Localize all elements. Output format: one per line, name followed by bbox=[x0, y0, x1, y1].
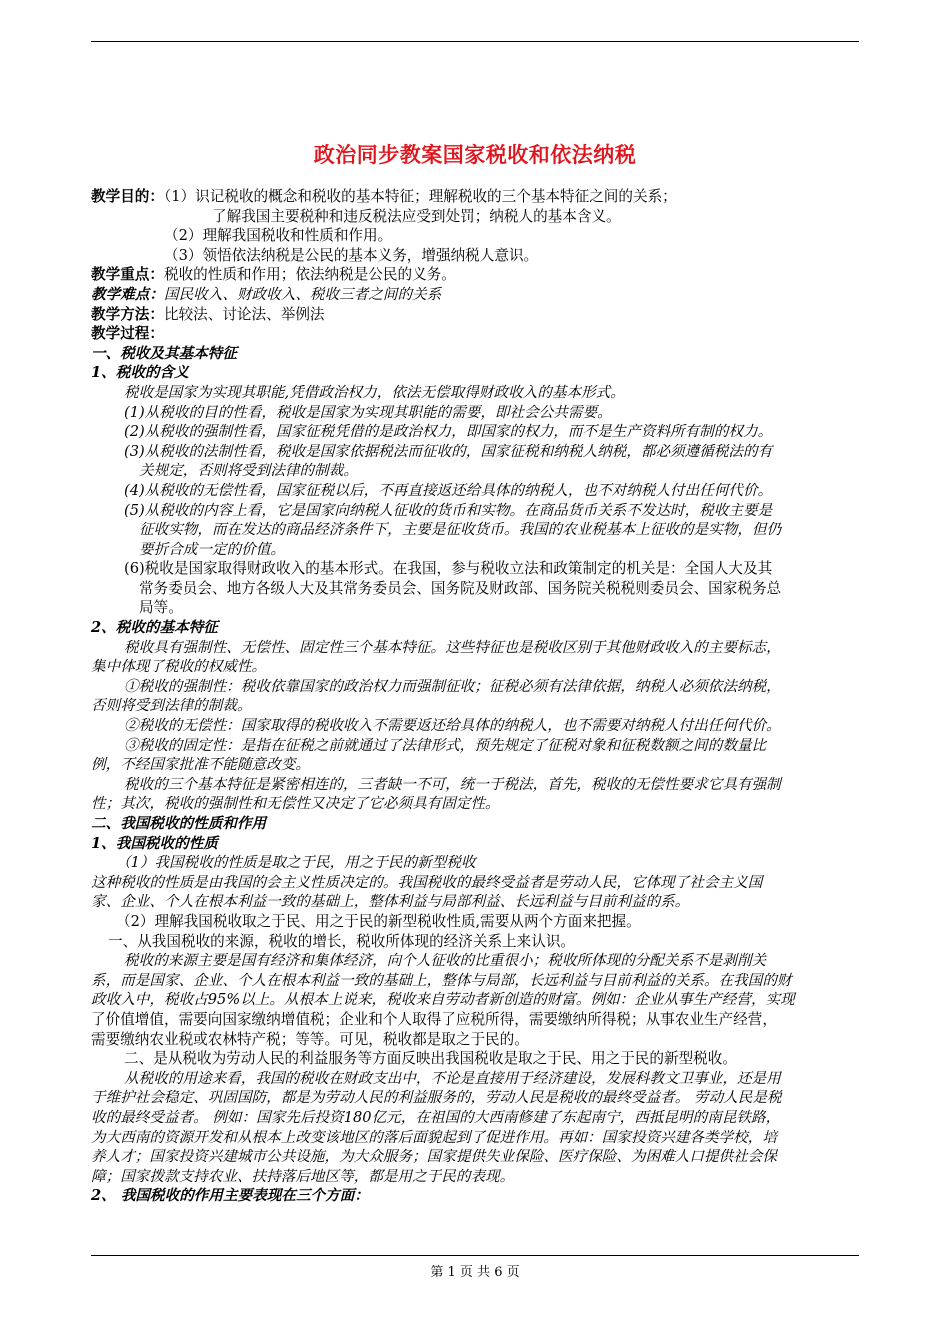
text-line bbox=[91, 305, 861, 325]
field-value: 国民收入、财政收入、税收三者之间的关系 bbox=[163, 285, 442, 303]
field-value: （1）识记税收的概念和税收的基本特征；理解税收的三个基本特征之间的关系； bbox=[163, 188, 677, 205]
text-line: 政收入中，税收占95%以上。从根本上说来，税收来自劳动者新创造的财富。例如：企业从事生产经营，实现 bbox=[91, 991, 795, 1009]
text-line: (1)从税收的目的性看，税收是国家为实现其职能的需要，即社会公共需要。 bbox=[124, 403, 612, 421]
text-line: 常务委员会、地方各级人大及其常务委员会、国务院及财政部、国务院关税税则委员会、国家税务总 bbox=[139, 579, 782, 597]
text-line: 为大西南的资源开发和从根本上改变该地区的落后面貌起到了促进作用。再如：国家投资兴建各类学校，培 bbox=[91, 1128, 777, 1146]
text-line: 这种税收的性质是由我国的会主义性质决定的。我国税收的最终受益者是劳动人民，它体现了社会主义国 bbox=[91, 873, 763, 891]
text-line: (5)从税收的内容上看，它是国家向纳税人征收的货币和实物。在商品货币关系不发达时，税收主要是 bbox=[124, 501, 773, 519]
text-line: 了解我国主要税种和违反税法应受到处罚；纳税人的基本含义。 bbox=[212, 207, 621, 225]
text-line: 收的最终受益者。 例如：国家先后投资180亿元，在祖国的大西南修建了东起南宁，西抵昆明的南昆铁路， bbox=[91, 1108, 781, 1126]
text-line: 教学过程： bbox=[91, 325, 164, 343]
text-line: ①税收的强制性：税收依靠国家的政治权力而强制征收；征税必须有法律依据，纳税人必须依法纳税， bbox=[124, 677, 781, 695]
text-line: 税收是国家为实现其职能,凭借政治权力，依法无偿取得财政收入的基本形式。 bbox=[124, 383, 625, 401]
text-line: 1、税收的含义 bbox=[91, 364, 189, 382]
text-line bbox=[91, 285, 861, 305]
text-line: 二、我国税收的性质和作用 bbox=[91, 815, 267, 832]
text-line: 系，而是国家、企业、个人在根本利益一致的基础上，整体与局部，长远利益与目前利益的关系。在我国的财 bbox=[91, 971, 792, 989]
text-line: (4)从税收的无偿性看，国家征税以后，不再直接返还给具体的纳税人，也不对纳税人付出任何代价。 bbox=[124, 481, 773, 499]
field-label: 教学目的： bbox=[91, 188, 164, 205]
text-line: (2)从税收的强制性看，国家征税凭借的是政治权力，即国家的权力，而不是生产资料所有制的权力。 bbox=[124, 423, 773, 441]
text-line: 需要缴纳农业税或农林特产税；等等。可见，税收都是取之于民的。 bbox=[91, 1030, 529, 1048]
text-line: 税收的来源主要是国有经济和集体经济，向个人征收的比重很小；税收所体现的分配关系不是剥削关 bbox=[124, 952, 767, 970]
text-line: ②税收的无偿性：国家取得的税收收入不需要返还给具体的纳税人，也不需要对纳税人付出任何代价。 bbox=[124, 717, 781, 735]
field-value: 比较法、讨论法、举例法 bbox=[163, 305, 325, 323]
text-line: 从税收的用途来看，我国的税收在财政支出中，不论是直接用于经济建设，发展科教文卫事业，还是用 bbox=[124, 1069, 781, 1087]
text-line: 否则将受到法律的制裁。 bbox=[91, 697, 252, 715]
text-line: （2）理解我国税收和性质和作用。 bbox=[164, 227, 393, 245]
text-line: （3）领悟依法纳税是公民的基本义务，增强纳税人意识。 bbox=[164, 246, 539, 264]
footer-rule bbox=[91, 1255, 859, 1256]
text-line: （2）理解我国税收取之于民、用之于民的新型税收性质,需要从两个方面来把握。 bbox=[116, 912, 641, 930]
text-line: ③税收的固定性：是指在征税之前就通过了法律形式，预先规定了征税对象和征税数额之间的数量比 bbox=[124, 736, 767, 754]
text-line: 2、 我国税收的作用主要表现在三个方面： bbox=[91, 1187, 369, 1205]
document-title: 政治同步教案国家税收和依法纳税 bbox=[313, 143, 637, 167]
document-body bbox=[91, 187, 861, 1206]
field-value: 税收的性质和作用；依法纳税是公民的义务。 bbox=[163, 266, 456, 284]
text-line: （1）我国税收的性质是取之于民，用之于民的新型税收 bbox=[116, 854, 476, 872]
text-line: 障；国家拨款支持农业、扶持落后地区等，都是用之于民的表现。 bbox=[91, 1167, 515, 1185]
text-line bbox=[91, 187, 861, 207]
text-line: 税收具有强制性、无偿性、固定性三个基本特征。这些特征也是税收区别于其他财政收入的主要标志， bbox=[124, 638, 781, 656]
text-line: 了价值增值，需要向国家缴纳增值税；企业和个人取得了应税所得，需要缴纳所得税；从事农业生产经营， bbox=[91, 1010, 777, 1028]
text-line: 家、企业、个人在根本利益一致的基础上，整体利益与局部利益、长远利益与目前利益的系。 bbox=[91, 893, 690, 911]
text-line: 2、税收的基本特征 bbox=[91, 619, 218, 637]
text-line: 要折合成一定的价值。 bbox=[139, 540, 285, 558]
text-line: 性；其次，税收的强制性和无偿性又决定了它必须具有固定性。 bbox=[91, 795, 500, 813]
text-line bbox=[91, 265, 861, 285]
text-line: 1、我国税收的性质 bbox=[91, 834, 218, 852]
field-label: 教学方法： bbox=[91, 305, 164, 323]
field-label: 教学重点： bbox=[91, 266, 164, 284]
text-line: (3)从税收的法制性看，税收是国家依据税法而征收的，国家征税和纳税人纳税，都必须遵循税法的有 bbox=[124, 442, 773, 460]
page-footer: 第 1 页 共 6 页 bbox=[430, 1265, 520, 1280]
text-line: 于维护社会稳定、巩固国防，都是为劳动人民的利益服务的，劳动人民是税收的最终受益者。 劳动人民是税 bbox=[91, 1089, 782, 1107]
text-line: 养人才；国家投资兴建城市公共设施，为大众服务；国家提供失业保险、医疗保险、为困难人口提供社会保 bbox=[91, 1148, 777, 1166]
text-line: 局等。 bbox=[139, 599, 183, 617]
text-line: 例，不经国家批准不能随意改变。 bbox=[91, 756, 310, 774]
field-label: 教学难点： bbox=[91, 285, 164, 303]
text-line: 二、是从税收为劳动人民的利益服务等方面反映出我国税收是取之于民、用之于民的新型税收。 bbox=[124, 1050, 737, 1068]
text-line: 一、税收及其基本特征 bbox=[91, 344, 237, 362]
header-rule bbox=[91, 41, 859, 42]
text-line: 一、从我国税收的来源，税收的增长，税收所体现的经济关系上来认识。 bbox=[108, 932, 576, 950]
text-line: 征收实物，而在发达的商品经济条件下，主要是征收货币。我国的农业税基本上征收的是实物，但仍 bbox=[139, 521, 782, 539]
text-line: 税收的三个基本特征是紧密相连的，三者缺一不可，统一于税法，首先，税收的无偿性要求它具有强制 bbox=[124, 775, 781, 793]
text-line: (6)税收是国家取得财政收入的基本形式。在我国，参与税收立法和政策制定的机关是：全国人大及其 bbox=[124, 560, 773, 578]
text-line: 关规定，否则将受到法律的制裁。 bbox=[139, 462, 358, 480]
text-line: 集中体现了税收的权威性。 bbox=[91, 658, 267, 676]
